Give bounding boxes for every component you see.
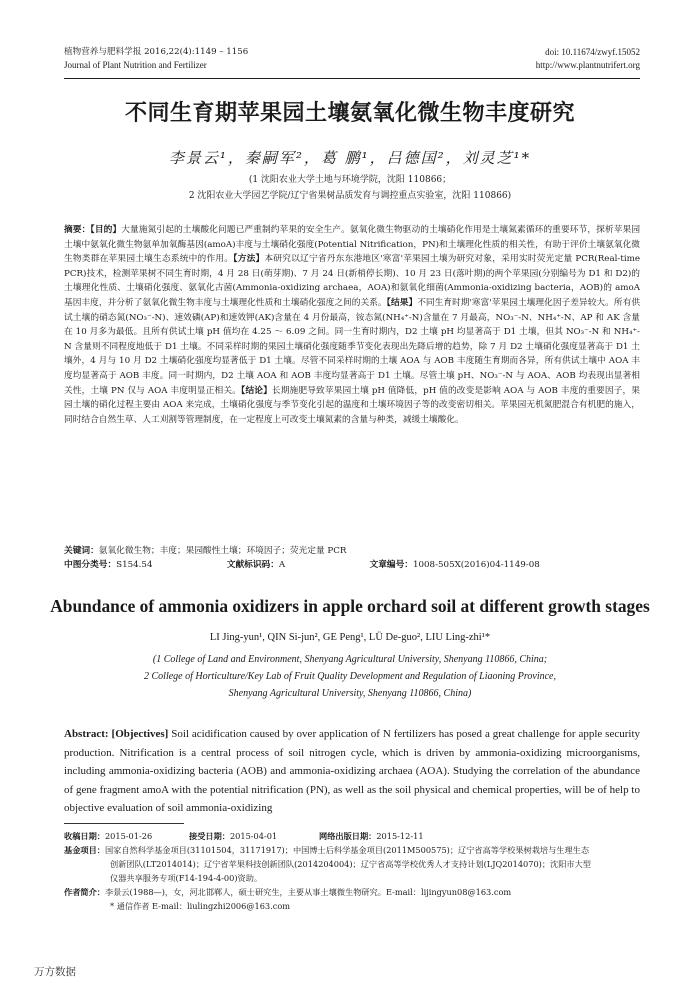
- keywords: [64, 544, 640, 558]
- fund-line-1: 国家自然科学基金项目(31101504，31171917)；中国博士后科学基金项目(2011M500575)；辽宁省高等学校果树栽培与生理生态: [104, 845, 590, 855]
- affiliation-cn-2: 2 沈阳农业大学园艺学院/辽宁省果树品质发育与调控重点实验室，沈阳 110866): [188, 191, 512, 201]
- online-date: 2015-12-11: [376, 831, 424, 841]
- received-date: 2015-01-26: [104, 831, 153, 841]
- abstract-en-objectives-label: [Objectives]: [111, 728, 169, 740]
- doi: doi: 10.11674/zwyf.15052: [545, 47, 640, 57]
- affiliation-cn-1: (1 沈阳农业大学土地与环境学院，沈阳 110866；: [248, 175, 452, 185]
- article-no-label: 文章编号：: [369, 560, 413, 570]
- keywords-text: 氨氧化微生物；丰度；果园酸性土壤；环境因子；荧光定量 PCR: [98, 546, 347, 556]
- journal-en: Journal of Plant Nutrition and Fertilizer: [64, 60, 207, 70]
- authors-en: LI Jing-yun¹, QIN Si-jun², GE Peng¹, LÜ De-guo², LIU Ling-zhi¹*: [209, 632, 491, 643]
- article-no-value: 1008-505X(2016)04-1149-08: [412, 560, 540, 570]
- journal-cn: 植物营养与肥料学报 2016,22(4):1149 – 1156: [64, 47, 249, 57]
- fund-row: [64, 843, 640, 857]
- author-bio: 李景云(1988—)，女，河北邯郸人，硕士研究生，主要从事土壤微生物研究。E-mail：lijingyun08@163.com: [104, 887, 512, 897]
- online-label: 网络出版日期：: [319, 831, 377, 841]
- affiliation-en-2: 2 College of Horticulture/Key Lab of Fruit Quality Development and Regulation of Liaoning Province,: [144, 671, 556, 682]
- abstract-en-label: Abstract:: [64, 728, 109, 740]
- header-rule: [64, 78, 640, 79]
- doc-code-value: A: [278, 560, 286, 570]
- journal-url[interactable]: http://www.plantnutrifert.org: [535, 60, 640, 70]
- fund-label: 基金项目：: [64, 845, 105, 855]
- conclusions-label: 【结论】: [240, 385, 272, 396]
- fund-line-3: 仪器共享服务专项(F14-194-4-00)资助。: [110, 873, 263, 883]
- abstract-en: [64, 725, 640, 818]
- dates-row: [64, 829, 640, 843]
- accepted-label: 接受日期：: [189, 831, 230, 841]
- title-en: Abundance of ammonia oxidizers in apple orchard soil at different growth stages: [50, 596, 650, 616]
- doi-info: [536, 46, 640, 72]
- classification-line: [64, 558, 640, 572]
- objectives-label: 【目的】: [90, 225, 122, 235]
- author-row: [64, 885, 640, 899]
- methods-label: 【方法】: [233, 254, 265, 265]
- results-text: 不同生育时期'寒富'苹果园土壤理化因子差异较大。所有供试土壤的硝态氮(NO₃⁻-N)、速效磷(AP)和速效钾(AK)含量在 4 月份最高，铵态氮(NH₄⁺-N)含量在 7 月最高，NO₃⁻-N、NH₄⁺-N、AP 和 AK 含量在 10 月多为最低。且所有供试土壤 pH 值均在 4.25 ～ 6.09 之间。同一生育时期内，D2 土壤 pH 均显著高于 D1 土壤，但其 NO₃⁻-N 和 NH₄⁺-N 含量则不同程度地低于 D1 土壤。不同采样时期的果园土壤硝化强度随季节变化表现出先降后增的趋势，除 7 月 D2 土壤硝化强度显著高于 D1 土壤外，4 月与 10 月 D2 土壤硝化强度均显著低于 D1 土壤。尽管不同采样时期的土壤 AOA 与 AOB 丰度随生育期而各异，所有供试土壤中 AOA 丰度均显著高于 AOB 丰度。同一时期内，D2 土壤 AOA 和 AOB 丰度均显著高于 D1 土壤。尽管土壤 pH、NO₃⁻-N 与 AOA、AOB 均表现出显著相关性，土壤 PN 仅与 AOA 丰度明显正相关。: [64, 297, 641, 396]
- footnotes: [64, 829, 640, 913]
- keywords-label: 关键词：: [64, 546, 99, 556]
- doc-code-label: 文献标识码：: [226, 560, 279, 570]
- conclusions-text: 长期施肥导致苹果园土壤 pH 值降低，pH 值的改变是影响 AOA 与 AOB 丰度的重要因子，果园土壤的硝化过程主要由 AOA 来完成，土壤硝化强度与季节变化引起的温度和土壤环境因子等的改变密切相关。苹果园无机氮肥混合有机肥的施入，同时结合自然生草、人工刈割等管理制度，在一定程度上可改变土壤氮素的含量与种类，减缓土壤酸化。: [64, 385, 640, 425]
- objectives-text: 大量施氮引起的土壤酸化问题已严重制约苹果的安全生产。氨氧化微生物驱动的土壤硝化作用是土壤氮素循环的重要环节，探析苹果园土壤中氨氧化微生物氨单加氧酶基因(amoA)丰度与土壤硝化强度(Potential Nitrification，PN)和土壤理化性质的相关性，有助于评价土壤氨氧化微生物类群在苹果园土壤生态系统中的作用。: [64, 225, 641, 265]
- footnote-rule: [64, 823, 184, 824]
- methods-text: 本研究以辽宁省丹东东港地区'寒富'苹果园土壤为研究对象，采用实时荧光定量 PCR(Real-time PCR)技术，检测苹果树不同生育时期，4 月 28 日(萌芽期)、7 月 24 日(新梢停长期)、10 月 23 日(落叶期)的两个苹果园(分别编号为 D1 和 D2)的土壤理化性质、土壤硝化强度、氨氧化古菌(Ammonia-oxidizing archaea，AOA)和氨氧化细菌(Ammonia-oxidizing bacteria，AOB)的 amoA 基因丰度，并分析了氨氧化微生物丰度与土壤理化性质和土壤硝化强度之间的关系。: [64, 254, 640, 308]
- clc-value: S154.54: [116, 560, 153, 570]
- watermark: 万方数据: [34, 966, 76, 978]
- received-label: 收稿日期：: [64, 831, 105, 841]
- abstract-en-text: Soil acidification caused by over application of N fertilizers has posed a great challenge for apple security production. Nitrification is a central process of soil nitrogen cycle, which is driven by ammonia-oxidizing microorganisms, including ammonia-oxidizing bacteria (AOB) and ammonia-oxidizing archaea (AOA). Studying the correlation of the abundance of gene fragment amoA with the potential nitrification (PN), as well as the soil physical and chemical properties, will be of help to objective evaluation of soil ammonia-oxidizing: [64, 728, 641, 815]
- corresponding-author: * 通信作者 E-mail：liulingzhi2006@163.com: [110, 901, 291, 911]
- journal-info: [64, 46, 248, 72]
- accepted-date: 2015-04-01: [229, 831, 278, 841]
- abstract-cn-label: 摘要：: [64, 225, 91, 235]
- fund-line-2: 创新团队(LT2014014)；辽宁省苹果科技创新团队(2014204004)；辽宁省高等学校优秀人才支持计划(LJQ2014070)；沈阳市大型: [110, 859, 591, 869]
- authors-cn: 李景云¹，秦嗣军²，葛 鹏¹，吕德国²，刘灵芝¹*: [168, 149, 532, 167]
- affiliation-en-3: Shenyang Agricultural University, Shenyang 110866, China): [228, 688, 472, 699]
- author-label: 作者简介：: [64, 887, 105, 897]
- abstract-cn: [64, 223, 640, 427]
- results-label: 【结果】: [386, 297, 418, 308]
- title-cn: 不同生育期苹果园土壤氨氧化微生物丰度研究: [124, 101, 575, 126]
- clc-label: 中图分类号：: [64, 560, 117, 570]
- affiliation-en-1: (1 College of Land and Environment, Shenyang Agricultural University, Shenyang 110866, China;: [152, 654, 548, 665]
